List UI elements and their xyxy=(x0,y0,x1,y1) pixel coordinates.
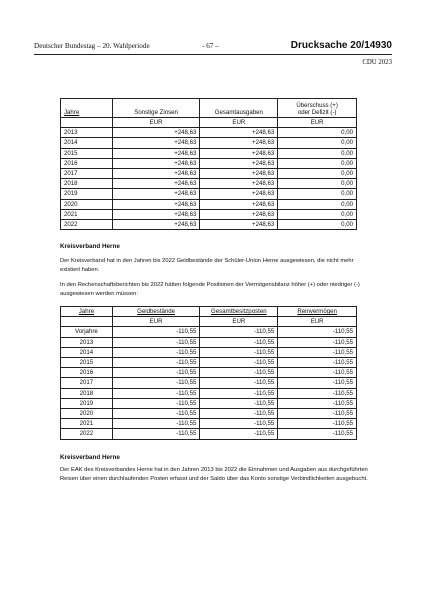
value-cell: +248,63 xyxy=(200,128,278,138)
value-cell: -110,55 xyxy=(112,337,200,347)
value-cell: -110,55 xyxy=(200,398,278,408)
value-cell: +248,63 xyxy=(200,169,278,179)
value-cell: 0,00 xyxy=(278,158,357,168)
value-cell: 0,00 xyxy=(278,148,357,158)
table-row xyxy=(61,169,357,179)
value-cell: -110,55 xyxy=(278,429,357,439)
table-row xyxy=(61,337,357,347)
value-cell: -110,55 xyxy=(278,419,357,429)
value-cell: +248,63 xyxy=(200,189,278,199)
document-number xyxy=(291,40,392,51)
unit-cell: EUR xyxy=(278,118,357,128)
value-cell: +248,63 xyxy=(112,138,200,148)
value-cell: -110,55 xyxy=(278,358,357,368)
year-cell: 2020 xyxy=(61,199,113,209)
value-cell: -110,55 xyxy=(112,419,200,429)
table-row xyxy=(61,158,357,168)
column-header: Jahre xyxy=(61,307,113,317)
value-cell: +248,63 xyxy=(112,189,200,199)
value-cell: 0,00 xyxy=(278,179,357,189)
value-cell: -110,55 xyxy=(112,378,200,388)
value-cell: -110,55 xyxy=(278,327,357,337)
table-header-row xyxy=(61,99,357,118)
unit-cell: EUR xyxy=(200,317,278,327)
year-cell: 2022 xyxy=(61,429,113,439)
table-row xyxy=(61,368,357,378)
value-cell: +248,63 xyxy=(200,209,278,219)
unit-cell: EUR xyxy=(112,118,200,128)
paragraph: Der EAK des Kreisverbandes Herne hat in den Jahren 2013 bis 2022 die Einnahmen und Ausgaben aus durchgeführten Reisen über einen durchlaufenden Posten erfasst und der Saldo über das Konto sonstige Verbindlichkeiten ausgebucht. xyxy=(60,467,368,482)
value-cell: -110,55 xyxy=(112,388,200,398)
column-header: Geldbestände xyxy=(112,307,200,317)
value-cell: +248,63 xyxy=(112,179,200,189)
table-row xyxy=(61,347,357,357)
year-cell: 2022 xyxy=(61,220,113,230)
table-row xyxy=(61,199,357,209)
value-cell: -110,55 xyxy=(278,388,357,398)
column-header: Jahre xyxy=(61,99,113,118)
value-cell: -110,55 xyxy=(200,419,278,429)
party-tag: CDU 2023 xyxy=(362,59,392,66)
year-cell: 2021 xyxy=(61,209,113,219)
table-row xyxy=(61,398,357,408)
year-cell: 2015 xyxy=(61,148,113,158)
page-number: - 67 – xyxy=(202,42,219,50)
value-cell: -110,55 xyxy=(278,378,357,388)
year-cell: 2017 xyxy=(61,169,113,179)
value-cell: -110,55 xyxy=(278,409,357,419)
value-cell: +248,63 xyxy=(112,148,200,158)
value-cell: -110,55 xyxy=(200,347,278,357)
value-cell: 0,00 xyxy=(278,199,357,209)
table-row xyxy=(61,409,357,419)
value-cell: 0,00 xyxy=(278,169,357,179)
table-row xyxy=(61,429,357,439)
paragraph: In den Rechenschaftsberichten bis 2022 hätten folgende Positionen der Vermögensbilanz höher (+) oder niedriger (-) ausgewiesen werden müssen: xyxy=(60,282,360,297)
unit-cell: EUR xyxy=(200,118,278,128)
header-rule xyxy=(34,54,392,55)
column-header: Gesamtbesitzposten xyxy=(200,307,278,317)
table-row xyxy=(61,419,357,429)
value-cell: +248,63 xyxy=(112,128,200,138)
table-row xyxy=(61,378,357,388)
table-header-row xyxy=(61,307,357,317)
value-cell: -110,55 xyxy=(200,378,278,388)
column-header: Gesamtausgaben xyxy=(200,99,278,118)
year-cell: 2018 xyxy=(61,179,113,189)
value-cell: 0,00 xyxy=(278,220,357,230)
value-cell: 0,00 xyxy=(278,209,357,219)
document-number-value: 14930 xyxy=(364,40,392,51)
value-cell: -110,55 xyxy=(200,368,278,378)
unit-cell: EUR xyxy=(112,317,200,327)
year-cell: 2021 xyxy=(61,419,113,429)
value-cell: +248,63 xyxy=(112,199,200,209)
table-row xyxy=(61,358,357,368)
year-cell: 2013 xyxy=(61,128,113,138)
assets-table xyxy=(60,306,357,440)
year-cell: Vorjahre xyxy=(61,327,113,337)
table-row xyxy=(61,388,357,398)
value-cell: -110,55 xyxy=(200,409,278,419)
table-row xyxy=(61,220,357,230)
section-heading: Kreisverband Herne xyxy=(60,243,120,250)
table-row xyxy=(61,327,357,337)
value-cell: -110,55 xyxy=(200,388,278,398)
value-cell: -110,55 xyxy=(112,368,200,378)
year-cell: 2016 xyxy=(61,158,113,168)
table-row xyxy=(61,128,357,138)
unit-cell xyxy=(61,317,113,327)
value-cell: +248,63 xyxy=(112,169,200,179)
value-cell: +248,63 xyxy=(200,199,278,209)
value-cell: +248,63 xyxy=(200,179,278,189)
value-cell: +248,63 xyxy=(200,220,278,230)
value-cell: +248,63 xyxy=(112,158,200,168)
value-cell: 0,00 xyxy=(278,189,357,199)
value-cell: 0,00 xyxy=(278,138,357,148)
value-cell: -110,55 xyxy=(278,398,357,408)
value-cell: 0,00 xyxy=(278,128,357,138)
interest-table xyxy=(60,98,357,230)
value-cell: -110,55 xyxy=(200,337,278,347)
year-cell: 2019 xyxy=(61,189,113,199)
document-number-prefix: Drucksache 20/ xyxy=(290,40,365,51)
year-cell: 2018 xyxy=(61,388,113,398)
value-cell: -110,55 xyxy=(112,429,200,439)
year-cell: 2016 xyxy=(61,368,113,378)
unit-cell: EUR xyxy=(278,317,357,327)
value-cell: +248,63 xyxy=(200,148,278,158)
column-header: Reinvermögen xyxy=(278,307,357,317)
year-cell: 2019 xyxy=(61,398,113,408)
column-header: Sonstige Zinsen xyxy=(112,99,200,118)
value-cell: -110,55 xyxy=(278,337,357,347)
section-heading: Kreisverband Herne xyxy=(60,454,120,461)
table-row xyxy=(61,179,357,189)
value-cell: -110,55 xyxy=(278,368,357,378)
table-row xyxy=(61,148,357,158)
year-cell: 2014 xyxy=(61,347,113,357)
unit-cell xyxy=(61,118,113,128)
value-cell: -110,55 xyxy=(112,358,200,368)
value-cell: +248,63 xyxy=(112,209,200,219)
value-cell: +248,63 xyxy=(112,220,200,230)
year-cell: 2015 xyxy=(61,358,113,368)
value-cell: -110,55 xyxy=(200,429,278,439)
column-header: Überschuss (+) oder Defizit (-) xyxy=(278,99,357,118)
unit-row xyxy=(61,317,357,327)
value-cell: -110,55 xyxy=(112,409,200,419)
unit-row xyxy=(61,118,357,128)
table-row xyxy=(61,138,357,148)
table-row xyxy=(61,209,357,219)
paragraph: Der Kreisverband hat in den Jahren bis 2022 Geldbestände der Schüler-Union Herne ausgewiesen, die nicht mehr existiert haben. xyxy=(60,258,354,273)
value-cell: -110,55 xyxy=(112,398,200,408)
parliament-label: Deutscher Bundestag – 20. Wahlperiode xyxy=(34,42,150,50)
value-cell: +248,63 xyxy=(200,158,278,168)
value-cell: -110,55 xyxy=(200,327,278,337)
value-cell: +248,63 xyxy=(200,138,278,148)
value-cell: -110,55 xyxy=(112,347,200,357)
year-cell: 2013 xyxy=(61,337,113,347)
table-row xyxy=(61,189,357,199)
year-cell: 2017 xyxy=(61,378,113,388)
value-cell: -110,55 xyxy=(278,347,357,357)
value-cell: -110,55 xyxy=(200,358,278,368)
page-header xyxy=(34,40,392,54)
year-cell: 2020 xyxy=(61,409,113,419)
value-cell: -110,55 xyxy=(112,327,200,337)
year-cell: 2014 xyxy=(61,138,113,148)
